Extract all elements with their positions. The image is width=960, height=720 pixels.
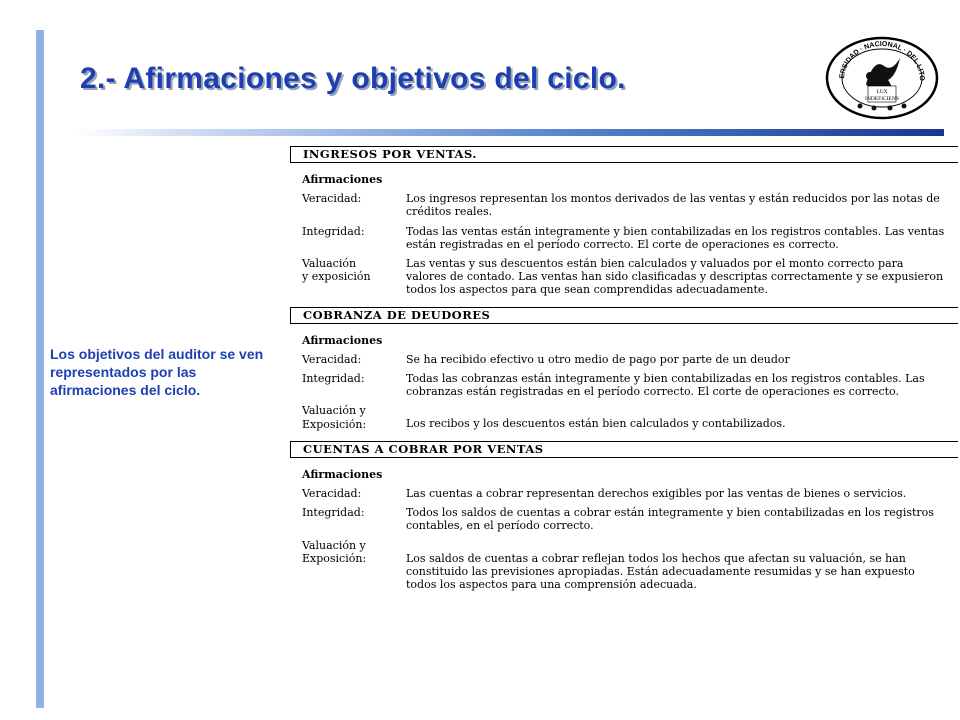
row-text: Todas las ventas están integramente y bien contabilizadas en los registros contables. Las ventas están registradas en el período correcto. El corte de operaciones es correcto.	[406, 224, 945, 251]
afirmaciones-label: Afirmaciones	[302, 333, 383, 347]
slide-title: 2.- Afirmaciones y objetivos del ciclo.	[80, 62, 626, 95]
table-row	[290, 404, 958, 430]
row-label	[290, 225, 406, 251]
row-label	[290, 257, 406, 297]
section-ingresos-por-ventas	[290, 146, 958, 297]
table-row	[290, 372, 958, 398]
row-label	[290, 404, 406, 430]
row-label-line: Exposición:	[302, 417, 367, 431]
row-text: Las ventas y sus descuentos están bien calculados y valuados por el monto correcto para valores de contado. Las ventas han sido clasificadas y descriptas correctamente y se expusieron todos los aspectos para que sean comprendidas adecuadamente.	[406, 257, 944, 297]
row-label-line: Veracidad:	[302, 487, 362, 501]
section-cobranza-de-deudores	[290, 307, 958, 431]
table-row	[290, 192, 958, 218]
row-text: Todas las cobranzas están integramente y bien contabilizadas en los registros contables. Las cobranzas están registradas en el período correcto. El corte de operaciones es correcto.	[406, 372, 925, 399]
row-label-line: Integridad:	[302, 372, 365, 386]
row-label	[290, 539, 406, 592]
row-label-line: Valuación y	[302, 404, 366, 418]
section-cuentas-a-cobrar	[290, 441, 958, 591]
row-label	[290, 487, 406, 500]
row-label	[290, 372, 406, 398]
row-text: Los recibos y los descuentos están bien calculados y contabilizados.	[406, 417, 786, 431]
table-row	[290, 225, 958, 251]
row-label-line: Veracidad:	[302, 352, 362, 366]
row-text: Se ha recibido efectivo u otro medio de pago por parte de un deudor	[406, 352, 790, 366]
table-row	[290, 539, 958, 592]
row-text: Las cuentas a cobrar representan derechos exigibles por las ventas de bienes o servicios.	[406, 487, 907, 501]
row-label-line: y exposición	[302, 270, 371, 284]
afirmaciones-label: Afirmaciones	[302, 173, 383, 186]
afirmaciones-label: Afirmaciones	[302, 467, 383, 481]
table-row	[290, 487, 958, 500]
row-label-line: Veracidad:	[302, 192, 362, 206]
row-label-line: Integridad:	[302, 224, 365, 238]
row-label	[290, 192, 406, 218]
side-note: Los objetivos del auditor se ven representados por las afirmaciones del ciclo.	[50, 346, 264, 398]
row-label-line: Valuación y	[302, 538, 366, 552]
row-label-line: Exposición:	[302, 551, 367, 565]
row-label	[290, 353, 406, 366]
section-header: CUENTAS A COBRAR POR VENTAS	[290, 441, 958, 458]
seal-motto-1: LUX	[876, 89, 888, 95]
university-seal	[822, 36, 942, 120]
row-label-line: Valuación	[302, 257, 357, 271]
row-text: Los saldos de cuentas a cobrar reflejan todos los hechos que afectan su valuación, se han constituido las previsiones apropiadas. Están adecuadamente resumidas y se han expuesto todos los aspectos para una comprensión adecuada.	[406, 551, 915, 592]
section-header: INGRESOS POR VENTAS.	[290, 146, 958, 163]
table-row	[290, 506, 958, 532]
row-label	[290, 506, 406, 532]
table-row	[290, 257, 958, 297]
table-row	[290, 353, 958, 366]
left-accent-bar	[36, 30, 44, 708]
row-text: Los ingresos representan los montos derivados de las ventas y están reducidos por las notas de créditos reales.	[406, 192, 940, 219]
afirmaciones-table	[290, 146, 958, 601]
title-underline	[74, 129, 944, 136]
seal-motto-2: INDEFICIENS	[865, 96, 899, 102]
section-header: COBRANZA DE DEUDORES	[290, 307, 958, 324]
row-text: Todos los saldos de cuentas a cobrar están integramente y bien contabilizadas en los registros contables, en el período correcto.	[406, 506, 934, 533]
seal-ring-text: ERSIDAD · NACIONAL · DEL LITO	[838, 40, 926, 82]
row-label-line: Integridad:	[302, 506, 365, 520]
